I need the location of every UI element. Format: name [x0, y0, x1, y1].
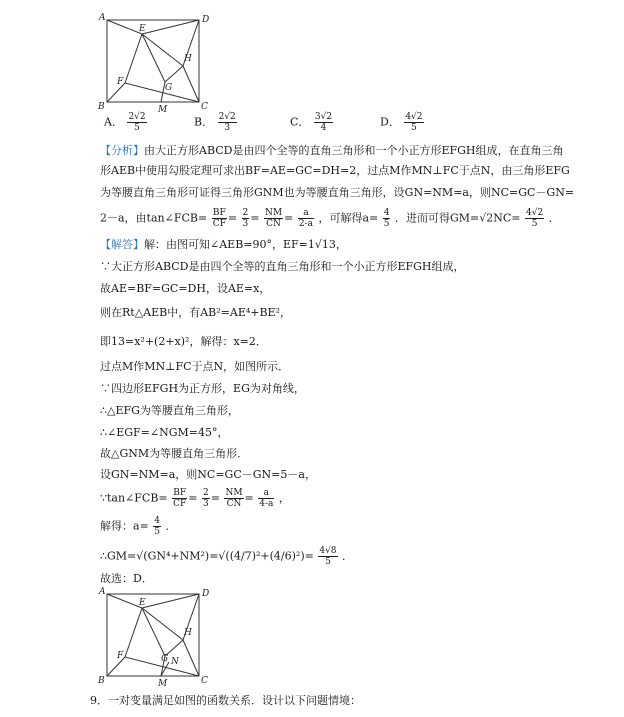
label2-N: N: [171, 657, 179, 667]
analysis-tag: 【分析】: [100, 144, 144, 157]
solution-line-5: 即13=x²+(2+x)²，解得：x=2．: [100, 335, 267, 348]
option-a[interactable]: A． $\frac{2√2}{5}$: [104, 112, 146, 133]
option-d[interactable]: D． $\frac{4√2}{5}$: [380, 112, 423, 133]
label2-E: E: [139, 598, 146, 608]
solution-line-1: 【解答】解：由图可知∠AEB=90°，EF=1√13，: [100, 238, 347, 251]
label-F: F: [117, 77, 124, 87]
analysis-line-4: 2－a，由tan∠FCB= $\frac{BF}{CF}$ = $\frac{2}{3}$ = $\frac{NM}{CN}$ = $\frac{a}{2-a}$ ，可解得a= $\frac{4}{5}$ ．进而可得GM=√2NC= $\frac{4√2}{5}$ ．: [100, 208, 560, 229]
analysis-line-2: 形AEB中使用勾股定理可求出BF=AE=GC=DH=2，过点M作MN⊥FC于点N，由三角形EFG: [100, 164, 570, 177]
label-C: C: [201, 102, 208, 112]
label2-A: A: [99, 587, 106, 597]
solution-line-9: ∴∠EGF=∠NGM=45°，: [100, 426, 229, 439]
solution-line-15: 故选：D．: [100, 572, 153, 585]
figure-square-2: [95, 586, 215, 686]
label-D: D: [202, 15, 210, 25]
label2-F: F: [117, 651, 124, 661]
solution-line-11: 设GN=NM=a，则NC=GC－GN=5－a，: [100, 468, 316, 481]
analysis-line-1: 【分析】由大正方形ABCD是由四个全等的直角三角形和一个小正方形EFGH组成，在直角三角: [100, 144, 564, 157]
solution-tag: 【解答】: [100, 238, 144, 251]
label2-B: B: [98, 676, 105, 686]
label-H: H: [184, 54, 192, 64]
label-G: G: [165, 83, 173, 93]
solution-line-4: 则在Rt△AEB中，有AB²=AE⁴+BE²，: [100, 306, 291, 319]
label-A: A: [99, 13, 106, 23]
label-E: E: [139, 24, 146, 34]
solution-line-12: ∵tan∠FCB= $\frac{BF}{CF}$ = $\frac{2}{3}$ = $\frac{NM}{CN}$ = $\frac{a}{4-a}$ ，: [100, 488, 290, 509]
label2-M: M: [158, 679, 168, 686]
label-B: B: [98, 102, 105, 112]
label2-D: D: [202, 589, 210, 599]
solution-line-8: ∴△EFG为等腰直角三角形，: [100, 404, 239, 417]
option-b[interactable]: B． $\frac{2√2}{3}$: [194, 112, 236, 133]
figure-square-1: [95, 12, 215, 112]
solution-line-10: 故△GNM为等腰直角三角形．: [100, 447, 249, 460]
question-9: 9．一对变量满足如图的函数关系．设计以下问题情境：: [90, 694, 361, 707]
option-c[interactable]: C． $\frac{3√2}{4}$: [290, 112, 333, 133]
label2-H: H: [184, 628, 192, 638]
solution-line-6: 过点M作MN⊥FC于点N，如图所示．: [100, 360, 290, 373]
label2-C: C: [201, 676, 208, 686]
analysis-line-3: 为等腰直角三角形可证得三角形GNM也为等腰直角三角形，设GN=NM=a，则NC=GC－GN=: [100, 186, 575, 199]
solution-line-13: 解得：a= $\frac{4}{5}$ ．: [100, 516, 177, 537]
solution-line-7: ∵四边形EFGH为正方形，EG为对角线，: [100, 382, 305, 395]
label-M: M: [158, 105, 168, 112]
solution-line-14: ∴GM=√(GN⁴+NM²)=√((4/7)²+(4/6)²)= $\frac{4√8}{5}$ ．: [100, 546, 354, 567]
solution-line-3: 故AE=BF=GC=DH，设AE=x，: [100, 282, 271, 295]
solution-line-2: ∵大正方形ABCD是由四个全等的直角三角形和一个小正方形EFGH组成，: [100, 260, 465, 273]
label2-G: G: [161, 654, 169, 664]
